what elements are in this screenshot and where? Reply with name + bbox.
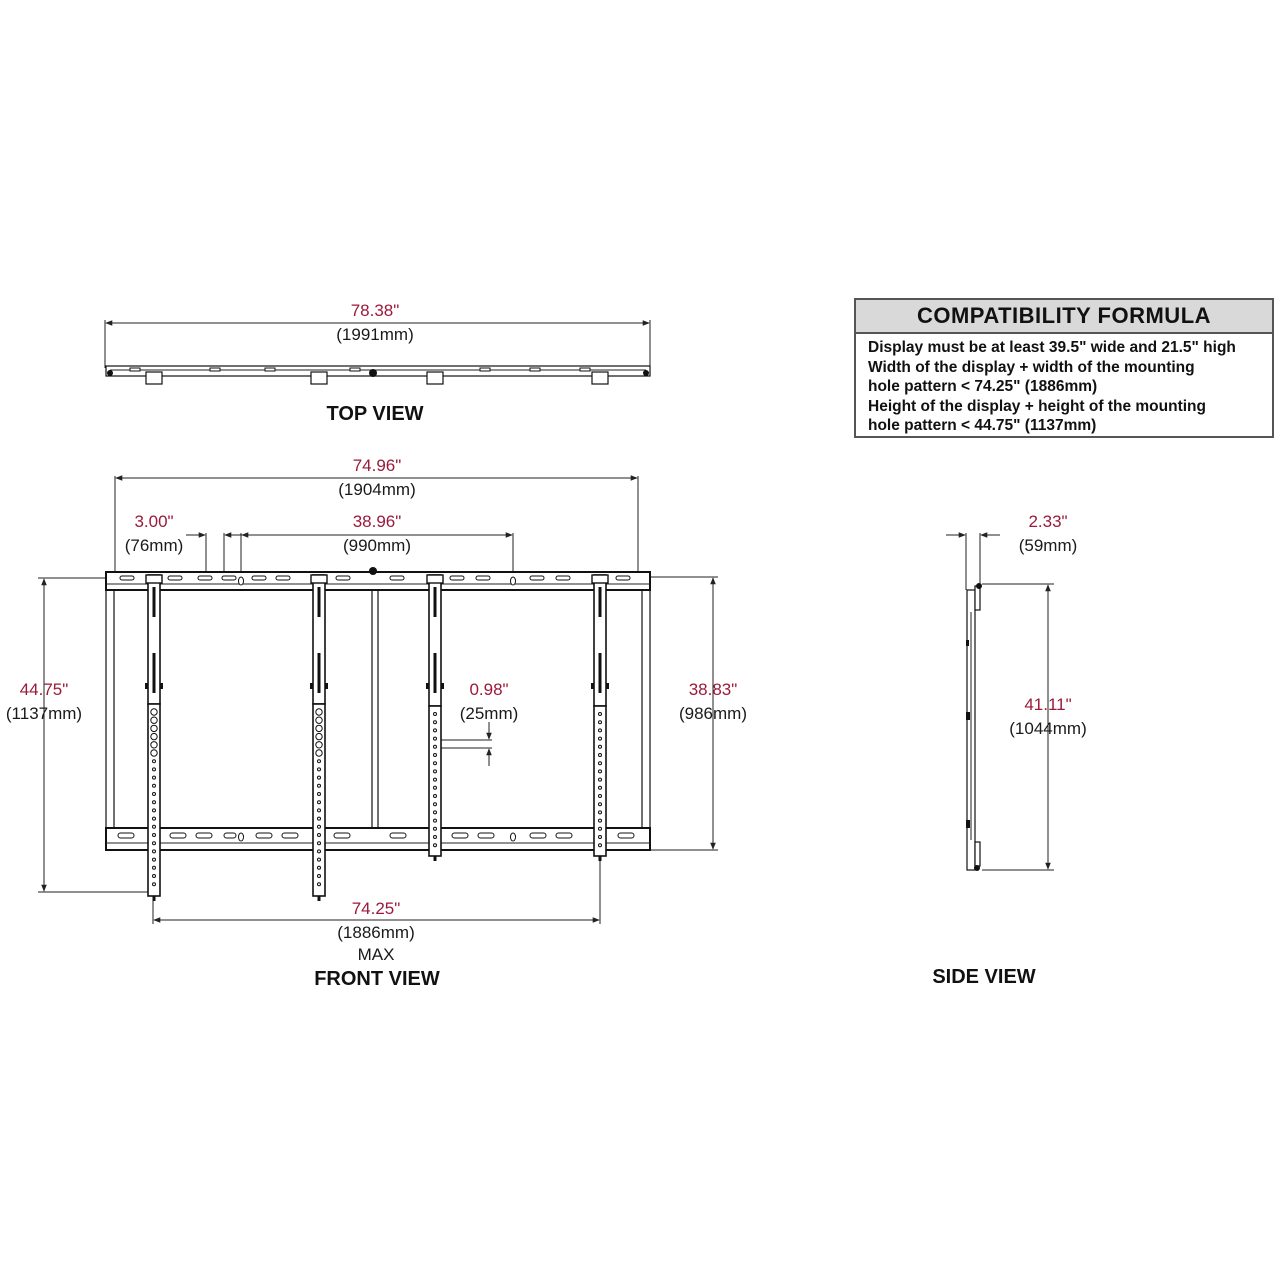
frame-height-inches: 38.83" — [688, 680, 738, 699]
mounting-arm — [426, 575, 444, 861]
mounting-arm — [591, 575, 609, 861]
max-pattern-mm: (1886mm) — [337, 923, 415, 942]
compatibility-formula-title: COMPATIBILITY FORMULA — [856, 300, 1272, 334]
side-height-inches: 41.11" — [1024, 695, 1072, 714]
max-pattern-inches: 74.25" — [351, 899, 401, 918]
front-bottom-rail — [106, 828, 650, 850]
top-rail — [106, 366, 650, 376]
frame-left-post — [106, 578, 114, 850]
mounting-arm — [310, 575, 328, 901]
slot-spacing-mm: (76mm) — [124, 536, 184, 555]
side-height-mm: (1044mm) — [1009, 719, 1087, 738]
hole-pitch-inches: 0.98" — [469, 680, 509, 699]
center-distance-mm: (990mm) — [342, 536, 412, 555]
front-top-rail — [106, 572, 650, 590]
top-width-inches: 78.38" — [350, 301, 400, 320]
side-depth-inches: 2.33" — [1028, 512, 1068, 531]
top-view-title: TOP VIEW — [326, 403, 424, 425]
mounting-arm — [145, 575, 163, 901]
slot-spacing-inches: 3.00" — [134, 512, 174, 531]
formula-line-1: Display must be at least 39.5" wide and 21.5" high — [868, 339, 1236, 356]
front-view — [6, 456, 747, 990]
overall-height-inches: 44.75" — [19, 680, 69, 699]
formula-line-3: hole pattern < 74.25" (1886mm) — [868, 378, 1098, 395]
compatibility-formula-lines — [856, 334, 1272, 436]
hole-pitch-mm: (25mm) — [459, 704, 519, 723]
formula-line-2: Width of the display + width of the mounting — [868, 358, 1195, 376]
top-width-mm: (1991mm) — [336, 325, 414, 344]
side-bottom-hook — [975, 842, 980, 866]
front-width-mm: (1904mm) — [338, 480, 416, 499]
max-label: MAX — [357, 945, 395, 964]
overall-height-mm: (1137mm) — [5, 704, 83, 723]
formula-line-5: hole pattern < 44.75" (1137mm) — [868, 417, 1097, 434]
frame-right-post — [642, 578, 650, 850]
center-distance-inches: 38.96" — [352, 512, 402, 531]
side-view — [932, 512, 1086, 988]
front-view-title: FRONT VIEW — [314, 968, 440, 990]
formula-line-4: Height of the display + height of the mounting — [868, 397, 1206, 415]
side-top-hook — [975, 586, 980, 610]
compatibility-formula-box — [854, 298, 1274, 438]
side-view-title: SIDE VIEW — [932, 966, 1036, 988]
frame-center-post — [372, 578, 378, 850]
frame-height-mm: (986mm) — [678, 704, 748, 723]
side-depth-mm: (59mm) — [1018, 536, 1078, 555]
top-view — [105, 301, 650, 425]
front-width-inches: 74.96" — [352, 456, 402, 475]
